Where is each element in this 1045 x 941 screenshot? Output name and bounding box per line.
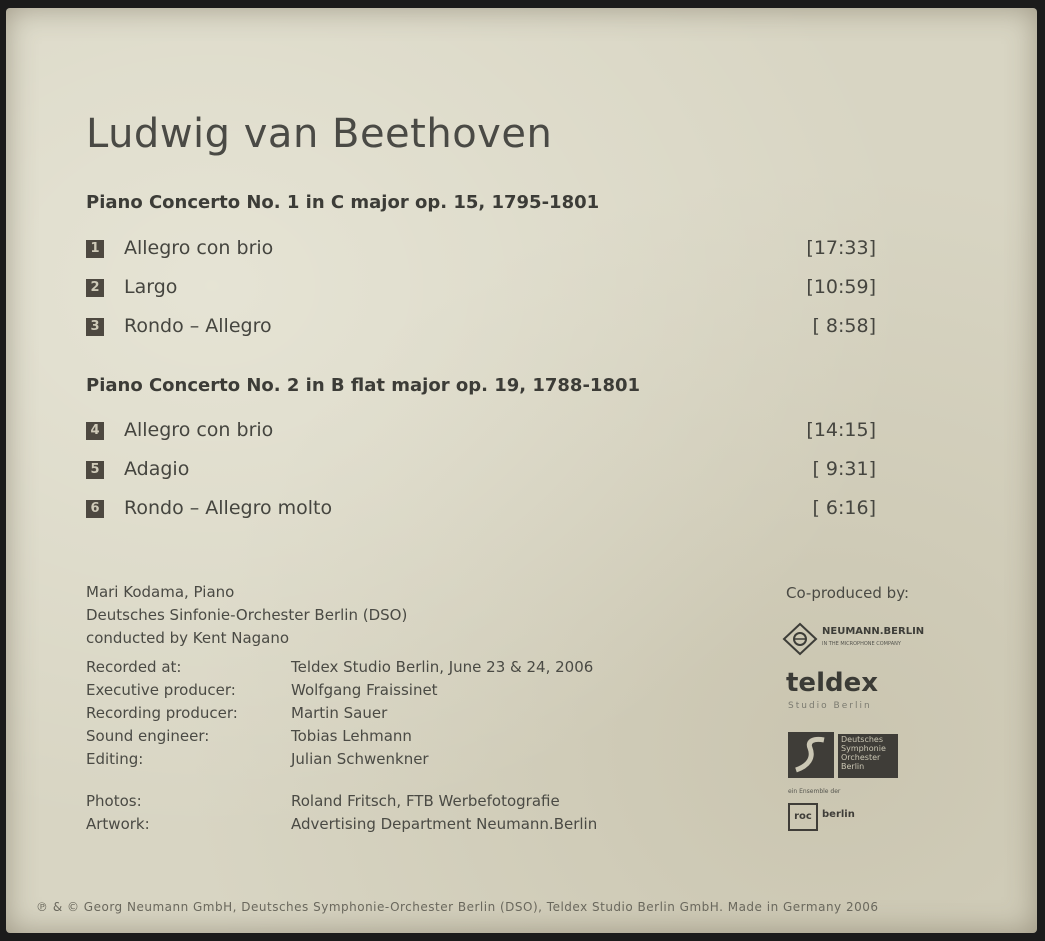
credit-label: Artwork:	[86, 815, 150, 833]
performer-line: conducted by Kent Nagano	[86, 629, 290, 647]
credit-label: Sound engineer:	[86, 727, 210, 745]
credit-value: Wolfgang Fraissinet	[291, 681, 438, 699]
track-row	[86, 276, 876, 300]
track-row	[86, 315, 876, 339]
neumann-logo-text: NEUMANN.BERLIN	[822, 626, 925, 637]
credit-value: Tobias Lehmann	[291, 727, 412, 745]
track-title: Rondo – Allegro molto	[124, 497, 333, 519]
concerto-1-heading: Piano Concerto No. 1 in C major op. 15, 1795-1801	[86, 192, 600, 213]
credit-value: Roland Fritsch, FTB Werbefotografie	[291, 792, 560, 810]
credit-value: Martin Sauer	[291, 704, 388, 722]
track-title: Rondo – Allegro	[124, 315, 272, 337]
credit-label: Editing:	[86, 750, 144, 768]
track-duration: [10:59]	[806, 276, 876, 298]
track-row	[86, 419, 876, 443]
credit-label: Executive producer:	[86, 681, 236, 699]
neumann-diamond-icon	[782, 622, 818, 656]
track-duration: [ 8:58]	[812, 315, 876, 337]
performer-line: Mari Kodama, Piano	[86, 583, 235, 601]
track-number-badge: 2	[86, 279, 104, 297]
credit-value: Teldex Studio Berlin, June 23 & 24, 2006	[291, 658, 594, 676]
performers-block	[86, 581, 407, 650]
dso-mark-icon	[788, 732, 834, 778]
dso-logo-text: Deutsches Symphonie Orchester Berlin	[838, 734, 898, 778]
track-row	[86, 497, 876, 521]
ensemble-caption: ein Ensemble der	[788, 788, 841, 795]
dso-logo	[788, 732, 900, 780]
track-row	[86, 458, 876, 482]
copyright-line: ℗ & © Georg Neumann GmbH, Deutsches Symphonie-Orchester Berlin (DSO), Teldex Studio Berlin GmbH. Made in Germany 2006	[36, 900, 879, 914]
track-title: Allegro con brio	[124, 237, 274, 259]
roc-logo-text: berlin	[822, 809, 855, 820]
credit-label: Recorded at:	[86, 658, 182, 676]
performer-line: Deutsches Sinfonie-Orchester Berlin (DSO)	[86, 606, 408, 624]
credit-label: Photos:	[86, 792, 142, 810]
track-title: Allegro con brio	[124, 419, 274, 441]
neumann-logo-subtext: IN THE MICROPHONE COMPANY	[822, 641, 901, 647]
credit-label: Recording producer:	[86, 704, 238, 722]
track-number-badge: 3	[86, 318, 104, 336]
track-duration: [ 9:31]	[812, 458, 876, 480]
track-number-badge: 5	[86, 461, 104, 479]
neumann-logo	[782, 622, 942, 656]
cd-back-cover	[6, 8, 1037, 933]
coproduced-label: Co-produced by:	[786, 584, 910, 602]
credit-value: Advertising Department Neumann.Berlin	[291, 815, 598, 833]
track-row	[86, 237, 876, 261]
track-number-badge: 1	[86, 240, 104, 258]
track-title: Adagio	[124, 458, 190, 480]
roc-berlin-logo	[788, 803, 868, 833]
credit-value: Julian Schwenkner	[291, 750, 429, 768]
roc-box-text: roc	[788, 803, 818, 831]
teldex-logo-subtext: Studio Berlin	[788, 701, 872, 711]
track-duration: [14:15]	[806, 419, 876, 441]
teldex-logo	[786, 668, 916, 718]
track-title: Largo	[124, 276, 178, 298]
teldex-logo-text: teldex	[786, 668, 878, 698]
concerto-2-heading: Piano Concerto No. 2 in B flat major op. 19, 1788-1801	[86, 375, 641, 396]
track-duration: [17:33]	[806, 237, 876, 259]
track-duration: [ 6:16]	[812, 497, 876, 519]
track-number-badge: 6	[86, 500, 104, 518]
composer-title: Ludwig van Beethoven	[86, 111, 553, 157]
track-number-badge: 4	[86, 422, 104, 440]
